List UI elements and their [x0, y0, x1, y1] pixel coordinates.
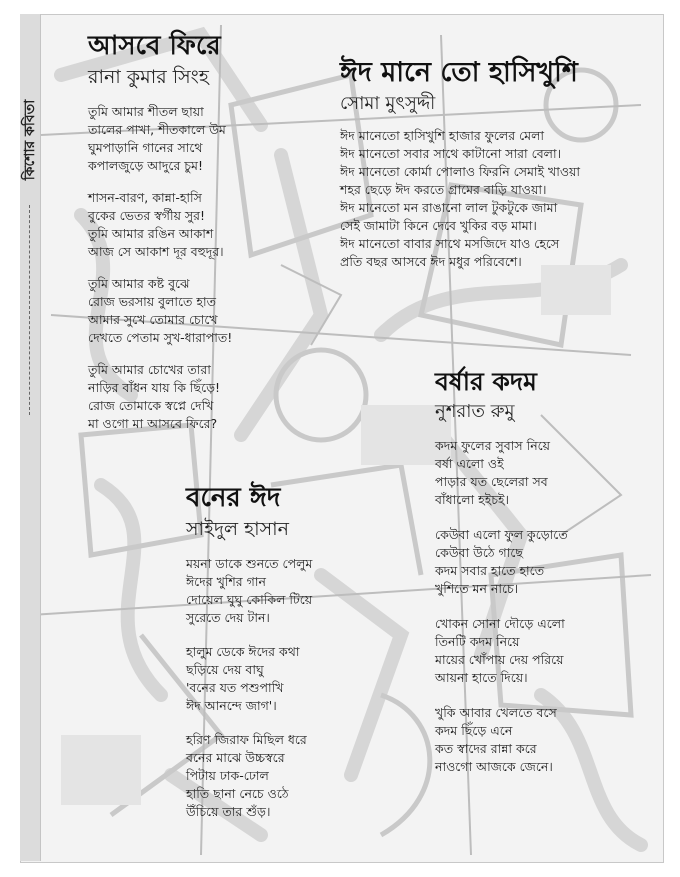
poem-line: ঈদ আনন্দে জাগ'।: [186, 698, 277, 714]
poem-line: হাতি ছানা নেচে ওঠে: [186, 786, 289, 802]
poem-line: তুমি আমার শীতল ছায়া: [88, 104, 204, 120]
poem-line: রোজ ভরসায় বুলাতে হাত: [88, 294, 216, 310]
stanza: [435, 437, 568, 509]
poem-line: তুমি আমার কষ্ট বুঝে: [88, 276, 190, 292]
stanza: [435, 615, 568, 687]
poem-line: তুমি আমার রঙিন আকাশ: [88, 226, 214, 242]
poem-title: বর্ষার কদম: [435, 367, 537, 396]
poem-line: নাওগো আজকে জেনে।: [435, 759, 553, 775]
stanza: [186, 731, 312, 821]
poem-line: পিটায় ঢাক-ঢোল: [186, 768, 269, 784]
poem-line: ঈদ মানেতো সবার সাথে কাটানো সারা বেলা।: [340, 146, 562, 162]
poem-line: হরিণ জিরাফ মিছিল ধরে: [186, 732, 307, 748]
poem-line: দেখতে পেতাম সুখ-ধারাপাত!: [88, 330, 233, 346]
poem-line: খোকন সোনা দৌড়ে এলো: [435, 616, 565, 632]
poem-author: সোমা মুৎসুদ্দী: [340, 92, 436, 114]
poem-line: আয়না হাতে দিয়ে।: [435, 670, 528, 686]
poem-line: খুকি আবার খেলতে বসে: [435, 705, 557, 721]
poem-line: বর্ষা এলো ওই: [435, 456, 504, 472]
poem-line: ঈদ মানেতো মন রাঙানো লাল টুকটুকে জামা: [340, 200, 558, 216]
poem-line: পাড়ার যত ছেলেরা সব: [435, 474, 548, 490]
poem-line: কেউবা উঠে গাছে: [435, 545, 523, 561]
poem-line: বাঁধালো হইচই।: [435, 492, 509, 508]
stanza: [340, 127, 580, 271]
poem-author: নুশরাত রুমু: [435, 400, 515, 422]
poem-line: 'বনের যত পশুপাখি: [186, 680, 284, 696]
stanza: [435, 526, 568, 598]
poem-line: আজ সে আকাশ দূর বহুদূর।: [88, 244, 224, 260]
poem-title: বনের ঈদ: [186, 483, 281, 513]
poem-line: সুরেতে দেয় টান।: [186, 610, 270, 626]
poem-line: তালের পাখা, শীতকালে উম: [88, 122, 226, 138]
poem-boner-eid: [186, 484, 312, 837]
stanza: [186, 555, 312, 627]
poem-line: ময়না ডাকে শুনতে পেলুম: [186, 556, 313, 572]
stanza: [88, 189, 232, 261]
poem-line: ছড়িয়ে দেয় বাঘু: [186, 662, 264, 678]
poem-line: ঘুমপাড়ানি গানের সাথে: [88, 140, 203, 156]
poem-line: ঈদের খুশির গান: [186, 574, 266, 590]
poem-asbe-phire: [88, 32, 232, 447]
poem-author: সাইদুল হাসান: [186, 517, 290, 540]
poem-line: মা ওগো মা আসবে ফিরে?: [88, 416, 218, 432]
poem-line: রোজ তোমাকে স্বপ্নে দেখি: [88, 398, 214, 414]
poem-line: বনের মাঝে উচ্চস্বরে: [186, 750, 285, 766]
poem-line: নাড়ির বাঁধন যায় কি ছিঁড়ে!: [88, 380, 221, 396]
poem-line: তুমি আমার চোখের তারা: [88, 362, 211, 378]
poem-line: শাসন-বারণ, কান্না-হাসি: [88, 190, 202, 206]
poem-line: কত স্বাদের রান্না করে: [435, 741, 537, 757]
poem-title: আসবে ফিরে: [88, 31, 221, 61]
poem-eid-mane-to-hasikhushi: [340, 58, 580, 285]
stanza: [88, 275, 232, 347]
side-dashed-rule: [29, 205, 30, 415]
poem-line: কেউবা এলো ফুল কুড়োতে: [435, 527, 568, 543]
poem-line: প্রতি বছর আসবে ঈদ মধুর পরিবেশে।: [340, 254, 522, 270]
poem-title: ঈদ মানে তো হাসিখুশি: [340, 57, 578, 88]
poem-line: খুশিতে মন নাচে।: [435, 581, 519, 597]
poem-line: দোয়েল ঘুঘু কোকিল টিয়ে: [186, 592, 313, 608]
poem-line: বুকের ভেতর স্বর্গীয় সুর!: [88, 208, 206, 224]
stanza: [88, 103, 232, 175]
stanza: [186, 643, 312, 715]
stanza: [435, 704, 568, 776]
poem-line: ঈদ মানেতো বাবার সাথে মসজিদে যাও হেসে: [340, 236, 560, 252]
poem-line: আমার সুখে তোমার চোখে: [88, 312, 218, 328]
poem-line: কদম ফুলের সুবাস নিয়ে: [435, 438, 551, 454]
poem-line: শহর ছেড়ে ঈদ করতে গ্রামের বাড়ি যাওয়া।: [340, 182, 547, 198]
poem-line: কপালজুড়ে আদুরে চুম!: [88, 158, 203, 174]
poem-line: কদম ছিঁড়ে এনে: [435, 723, 513, 739]
poem-borshar-kodom: [435, 368, 568, 793]
poem-line: সেই জামাটা কিনে দেবে খুকির বড় মামা।: [340, 218, 537, 234]
poem-line: ঈদ মানেতো কোর্মা পোলাও ফিরনি সেমাই খাওয়া: [340, 164, 581, 180]
poem-line: উঁচিয়ে তার শুঁড়।: [186, 804, 271, 820]
poem-line: হালুম ডেকে ঈদের কথা: [186, 644, 300, 660]
section-label: কিশোর কবিতা: [22, 99, 38, 181]
poem-line: কদম সবার হাতে হাতে: [435, 563, 545, 579]
poem-author: রানা কুমার সিংহ: [88, 65, 209, 88]
stanza: [88, 361, 232, 433]
poem-line: মায়ের খোঁপায় দেয় পরিয়ে: [435, 652, 564, 668]
poem-line: ঈদ মানেতো হাসিখুশি হাজার ফুলের মেলা: [340, 128, 545, 144]
poem-line: তিনটি কদম নিয়ে: [435, 634, 520, 650]
